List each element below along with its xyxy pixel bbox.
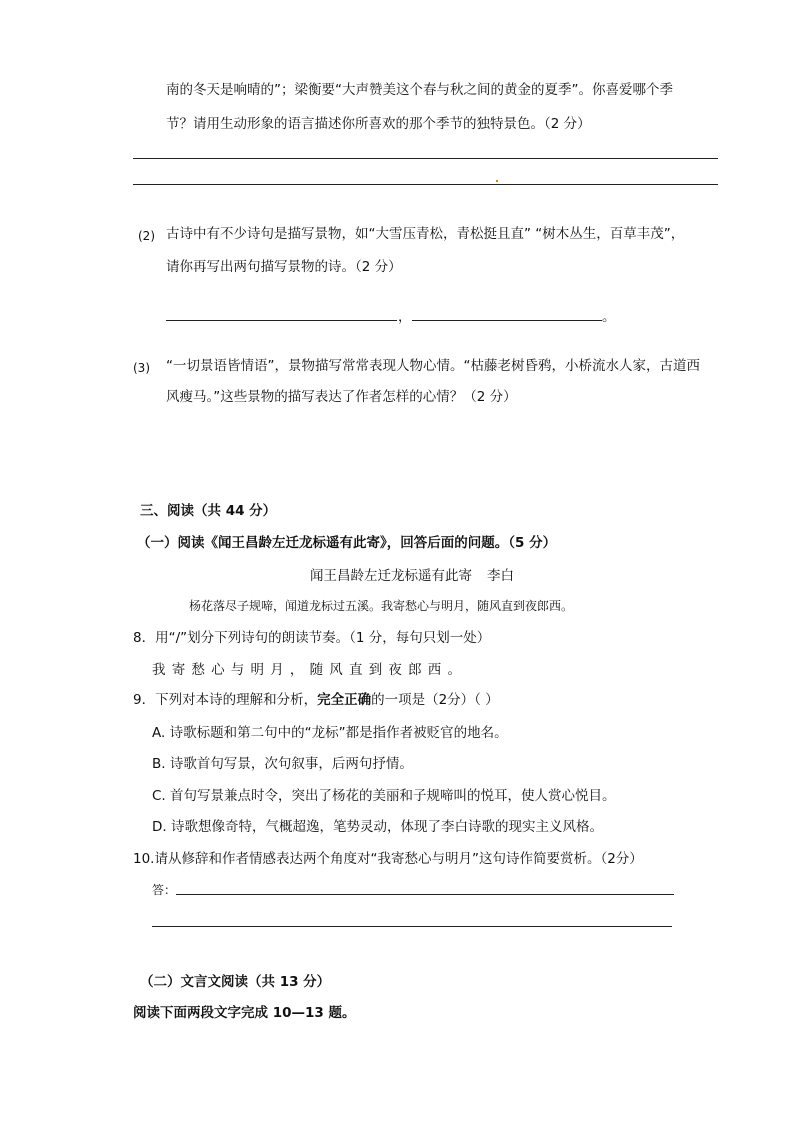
q2-text-line2: 请你再写出两句描写景物的诗。（2 分） xyxy=(166,259,402,275)
answer-line xyxy=(133,158,718,159)
q9-option-b: B. 诗歌首句写景，次句叙事，后两句抒情。 xyxy=(152,756,413,772)
q9-option-c: C. 首句写景兼点时令，突出了杨花的美丽和子规啼叫的悦耳，使人赏心悦目。 xyxy=(152,788,616,804)
q8-verse: 我寄愁心与明月，随风直到夜郎西。 xyxy=(152,662,468,678)
part1-title: （一）阅读《闻王昌龄左迁龙标遥有此寄》，回答后面的问题。（5 分） xyxy=(137,535,557,551)
q2-number: (2) xyxy=(138,229,155,243)
poem-title: 闻王昌龄左迁龙标遥有此寄 xyxy=(310,568,472,584)
q9-option-a: A. 诗歌标题和第二句中的“龙标”都是指作者被贬官的地名。 xyxy=(152,725,508,741)
q9-prompt-start: 9．下列对本诗的理解和分析， xyxy=(133,692,318,708)
part2-instruction: 阅读下面两段文字完成 10—13 题。 xyxy=(133,1005,356,1021)
stray-mark xyxy=(496,180,498,182)
q9-prompt-emphasis: 完全正确 xyxy=(317,692,372,708)
q1-text-line2: 节？请用生动形象的语言描述你所喜欢的那个季节的独特景色。（2 分） xyxy=(166,116,591,132)
q8-prompt: 8．用“/”划分下列诗句的朗读节奏。（1 分，每句只划一处） xyxy=(133,630,491,646)
q9-prompt xyxy=(133,691,499,709)
poem-answer-blank-1 xyxy=(166,320,397,321)
q1-text-line1: 南的冬天是响晴的”；梁衡要“大声赞美这个春与秋之间的黄金的夏季”。你喜爱哪个季 xyxy=(166,82,673,98)
q3-text-line1: “一切景语皆情语”，景物描写常常表现人物心情。“枯藤老树昏鸦，小桥流水人家，古道西 xyxy=(166,358,700,374)
q3-number: (3) xyxy=(133,361,150,375)
comma-mark: ， xyxy=(398,309,412,325)
q10-prompt: 10.请从修辞和作者情感表达两个角度对“我寄愁心与明月”这句诗作简要赏析。（2分） xyxy=(133,851,643,867)
poem-text: 杨花落尽子规啼，闻道龙标过五溪。我寄愁心与明月，随风直到夜郎西。 xyxy=(189,599,574,613)
poem-answer-blank-2 xyxy=(412,320,602,321)
q2-text-line1: 古诗中有不少诗句是描写景物，如“大雪压青松，青松挺且直” “树木丛生，百草丰茂”， xyxy=(166,226,685,242)
answer-line xyxy=(176,894,674,895)
q9-option-d: D. 诗歌想像奇特，气概超逸，笔势灵动，体现了李白诗歌的现实主义风格。 xyxy=(152,819,603,835)
period-mark: 。 xyxy=(602,309,616,325)
q10-answer-label: 答： xyxy=(152,883,177,897)
poem-author: 李白 xyxy=(487,568,514,584)
section-title: 三、阅读（共 44 分） xyxy=(140,503,277,519)
q9-prompt-end: 的一项是（2分）（ ） xyxy=(371,692,499,708)
answer-line xyxy=(133,184,718,185)
part2-title: （二）文言文阅读（共 13 分） xyxy=(140,974,331,990)
answer-line xyxy=(152,926,672,927)
q3-text-line2: 风瘦马。”这些景物的描写表达了作者怎样的心情？（2 分） xyxy=(166,389,517,405)
